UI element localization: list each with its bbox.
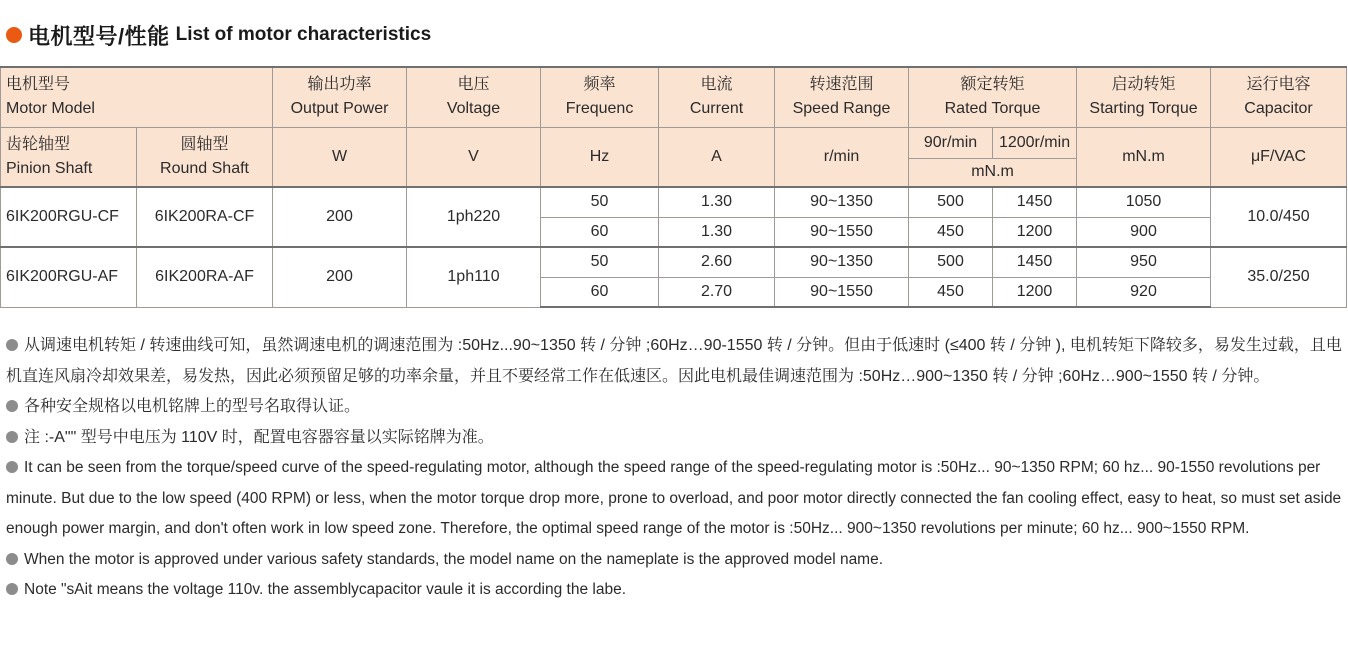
- power-value: 200: [273, 247, 407, 307]
- rated-sub-90: 90r/min: [909, 127, 993, 158]
- starting-torque-value: 900: [1077, 217, 1211, 247]
- rated-sub-1200: 1200r/min: [993, 127, 1077, 158]
- round-model: 6IK200RA-AF: [137, 247, 273, 307]
- table-row: [1, 187, 1347, 217]
- voltage-value: 1ph110: [407, 247, 541, 307]
- header-capacitor: 运行电容 Capacitor: [1211, 67, 1347, 127]
- torque-1200-value: 1450: [993, 187, 1077, 217]
- pinion-model: 6IK200RGU-CF: [1, 187, 137, 247]
- header-rated-torque: 额定转矩 Rated Torque: [909, 67, 1077, 127]
- torque-90-value: 450: [909, 217, 993, 247]
- note-item: 各种安全规格以电机铭牌上的型号名取得认证。: [6, 392, 1346, 423]
- header-pinion-shaft: 齿轮轴型 Pinion Shaft: [1, 127, 137, 187]
- table-row: [1, 247, 1347, 277]
- freq-value: 60: [541, 217, 659, 247]
- header-starting-torque: 启动转矩 Starting Torque: [1077, 67, 1211, 127]
- bullet-icon: [6, 461, 18, 473]
- notes-section: [6, 331, 1346, 606]
- title-bullet-icon: [6, 27, 22, 43]
- speed-value: 90~1350: [775, 247, 909, 277]
- note-item: 注 :-A"" 型号中电压为 110V 时，配置电容器容量以实际铭牌为准。: [6, 423, 1346, 454]
- header-voltage: 电压 Voltage: [407, 67, 541, 127]
- note-item: 从调速电机转矩 / 转速曲线可知，虽然调速电机的调速范围为 :50Hz...90~1350 转 / 分钟 ;60Hz…90-1550 转 / 分钟。但由于低速时 (≤400 转 / 分钟 ), 电机转矩下降较多，易发生过载，且电机直连风扇冷却效果差，易发热，因此必须预留足够的功率余量，并且不要经常工作在低速区。因此电机最佳调速范围为 :50Hz…900~1350 转 / 分钟 ;60Hz…900~1550 转 / 分钟。: [6, 337, 1342, 385]
- speed-value: 90~1350: [775, 187, 909, 217]
- header-power: 输出功率 Output Power: [273, 67, 407, 127]
- motor-spec-table: [0, 66, 1347, 308]
- voltage-value: 1ph220: [407, 187, 541, 247]
- section-title: [6, 20, 431, 50]
- pinion-model: 6IK200RGU-AF: [1, 247, 137, 307]
- current-value: 1.30: [659, 187, 775, 217]
- unit-starting-torque: mN.m: [1077, 127, 1211, 187]
- unit-speed: r/min: [775, 127, 909, 187]
- header-current: 电流 Current: [659, 67, 775, 127]
- unit-current: A: [659, 127, 775, 187]
- unit-power: W: [273, 127, 407, 187]
- capacitor-value: 35.0/250: [1211, 247, 1347, 307]
- round-model: 6IK200RA-CF: [137, 187, 273, 247]
- note-item: When the motor is approved under various safety standards, the model name on the nameplate is the approved model name.: [6, 545, 1346, 576]
- freq-value: 50: [541, 187, 659, 217]
- torque-1200-value: 1450: [993, 247, 1077, 277]
- header-speed: 转速范围 Speed Range: [775, 67, 909, 127]
- unit-capacitor: μF/VAC: [1211, 127, 1347, 187]
- capacitor-value: 10.0/450: [1211, 187, 1347, 247]
- note-item: It can be seen from the torque/speed curve of the speed-regulating motor, although the speed range of the speed-regulating motor is :50Hz... 90~1350 RPM; 60 hz... 90-1550 revolutions per minute. But due to the low speed (400 RPM) or less, when the motor torque drop more, prone to overload, and poor motor directly connected the fan cooling effect, easy to heat, so must set aside enough power margin, and don't often work in low speed zone. Therefore, the optimal speed range of the motor is :50Hz... 900~1350 revolutions per minute; 60 hz... 900~1550 RPM.: [6, 459, 1342, 537]
- starting-torque-value: 920: [1077, 277, 1211, 307]
- current-value: 2.70: [659, 277, 775, 307]
- title-zh: 电机型号/性能: [28, 23, 170, 49]
- freq-value: 50: [541, 247, 659, 277]
- header-frequency: 频率 Frequenc: [541, 67, 659, 127]
- starting-torque-value: 950: [1077, 247, 1211, 277]
- bullet-icon: [6, 400, 18, 412]
- torque-90-value: 500: [909, 187, 993, 217]
- bullet-icon: [6, 583, 18, 595]
- unit-rated-torque: mN.m: [909, 158, 1077, 187]
- unit-voltage: V: [407, 127, 541, 187]
- bullet-icon: [6, 553, 18, 565]
- torque-1200-value: 1200: [993, 217, 1077, 247]
- bullet-icon: [6, 431, 18, 443]
- bullet-icon: [6, 339, 18, 351]
- header-round-shaft: 圆轴型 Round Shaft: [137, 127, 273, 187]
- speed-value: 90~1550: [775, 217, 909, 247]
- torque-1200-value: 1200: [993, 277, 1077, 307]
- torque-90-value: 500: [909, 247, 993, 277]
- torque-90-value: 450: [909, 277, 993, 307]
- title-en: List of motor characteristics: [175, 24, 432, 45]
- header-model: 电机型号 Motor Model: [1, 67, 273, 127]
- freq-value: 60: [541, 277, 659, 307]
- current-value: 2.60: [659, 247, 775, 277]
- power-value: 200: [273, 187, 407, 247]
- starting-torque-value: 1050: [1077, 187, 1211, 217]
- note-item: Note "sAit means the voltage 110v. the assemblycapacitor vaule it is according the labe.: [6, 575, 1346, 606]
- current-value: 1.30: [659, 217, 775, 247]
- unit-frequency: Hz: [541, 127, 659, 187]
- speed-value: 90~1550: [775, 277, 909, 307]
